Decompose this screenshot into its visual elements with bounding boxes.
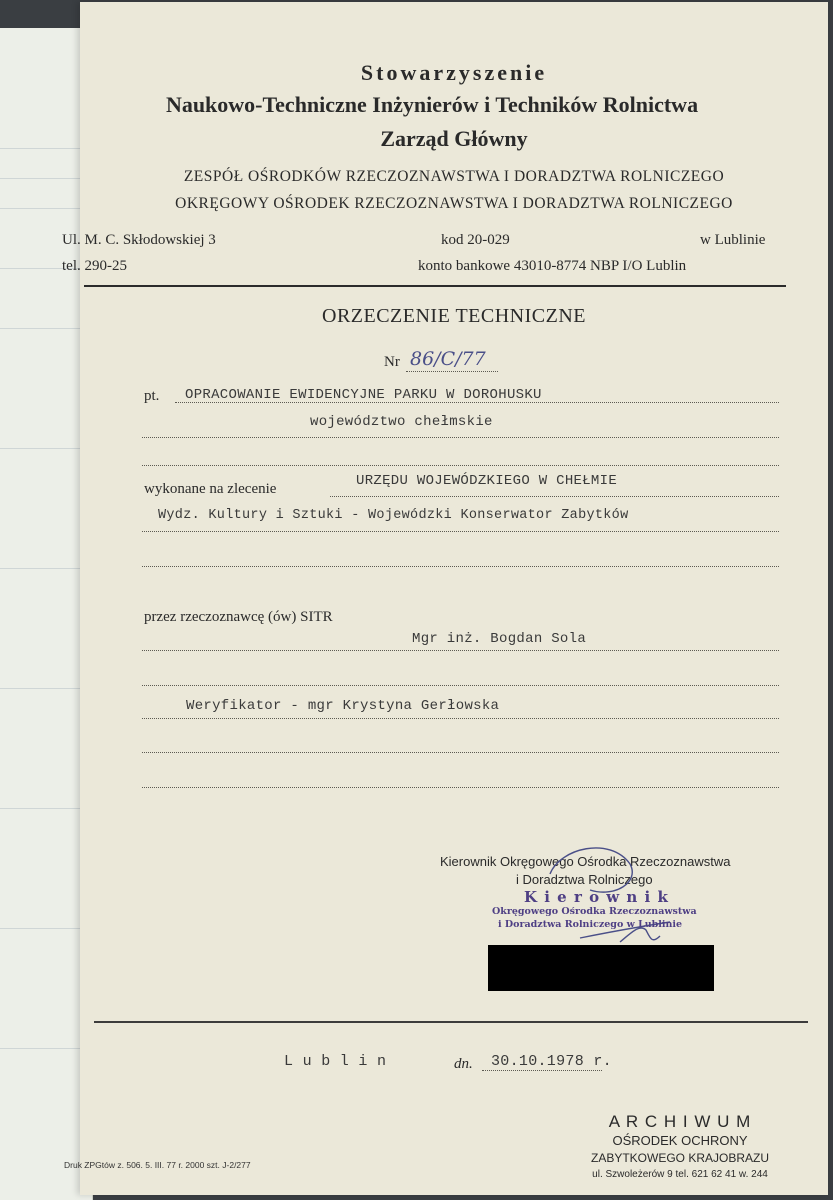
archive-line-4: ul. Szwoleżerów 9 tel. 621 62 41 w. 244 <box>592 1169 768 1180</box>
org-subtitle-1: ZESPÓŁ OŚRODKÓW RZECZOZNAWSTWA I DORADZTWA ROLNICZEGO <box>183 168 725 185</box>
dotted-line <box>482 1070 602 1071</box>
archive-line-2: OŚRODEK OCHRONY <box>612 1133 748 1148</box>
nr-line <box>406 371 498 372</box>
bank-account: konto bankowe 43010-8774 NBP I/O Lublin <box>418 258 687 274</box>
dotted-line <box>142 650 779 651</box>
dotted-line <box>142 752 779 753</box>
dotted-line <box>142 465 779 466</box>
stamp-line-2: i Doradztwa Rolniczego w Lublinie <box>498 919 683 930</box>
nr-value: 86/C/77 <box>410 348 486 370</box>
expert-name: Mgr inż. Bogdan Sola <box>412 631 587 647</box>
signature-title: Kierownik Okręgowego Ośrodka Rzeczoznawstwa <box>440 854 731 869</box>
dotted-line <box>142 566 779 567</box>
dotted-line <box>142 787 779 788</box>
address: Ul. M. C. Skłodowskiej 3 <box>62 232 216 248</box>
org-title: Stowarzyszenie <box>360 60 548 85</box>
header-rule <box>84 285 786 287</box>
ordered-line-1: URZĘDU WOJEWÓDZKIEGO W CHEŁMIE <box>356 473 618 489</box>
signature-subtitle: i Doradztwa Rolniczego <box>516 872 653 887</box>
archive-line-3: ZABYTKOWEGO KRAJOBRAZU <box>590 1151 770 1165</box>
expert-label: przez rzeczoznawcę (ów) SITR <box>144 609 333 625</box>
org-fullname: Naukowo-Techniczne Inżynierów i Techników Rolnictwa <box>165 92 699 117</box>
archive-title: A R C H I W U M <box>608 1112 752 1131</box>
pt-line-1: OPRACOWANIE EWIDENCYJNE PARKU W DOROHUSKU <box>185 387 542 403</box>
print-info: Druk ZPGtów z. 506. 5. III. 77 r. 2000 szt. J-2/277 <box>64 1160 251 1170</box>
dotted-line <box>142 437 779 438</box>
city: w Lublinie <box>700 232 766 248</box>
ordered-label: wykonane na zlecenie <box>144 481 277 497</box>
org-subtitle-2: OKRĘGOWY OŚRODEK RZECZOZNAWSTWA I DORADZTWA ROLNICZEGO <box>175 195 733 212</box>
dotted-line <box>142 718 779 719</box>
document-page <box>62 2 828 1195</box>
place: L u b l i n <box>284 1053 387 1070</box>
dotted-line <box>142 685 779 686</box>
stamp-title: K i e r o w n i k <box>524 888 669 906</box>
date-value: 30.10.1978 r. <box>491 1053 612 1070</box>
dotted-line <box>142 531 779 532</box>
verifier: Weryfikator - mgr Krystyna Gerłowska <box>186 698 500 714</box>
org-board: Zarząd Główny <box>380 126 528 151</box>
dotted-line <box>175 402 779 403</box>
pt-label: pt. <box>144 388 160 404</box>
postal-code: kod 20-029 <box>441 232 510 248</box>
pt-line-2: województwo chełmskie <box>310 414 493 430</box>
phone: tel. 290-25 <box>62 258 127 274</box>
redaction-bar <box>488 945 714 991</box>
date-label: dn. <box>454 1056 473 1072</box>
ordered-line-2: Wydz. Kultury i Sztuki - Wojewódzki Konserwator Zabytków <box>158 508 629 523</box>
stamp-line-1: Okręgowego Ośrodka Rzeczoznawstwa <box>492 906 697 917</box>
dotted-line <box>330 496 779 497</box>
footer-rule <box>94 1021 808 1023</box>
nr-label: Nr <box>384 354 400 370</box>
document-title: ORZECZENIE TECHNICZNE <box>322 305 586 327</box>
